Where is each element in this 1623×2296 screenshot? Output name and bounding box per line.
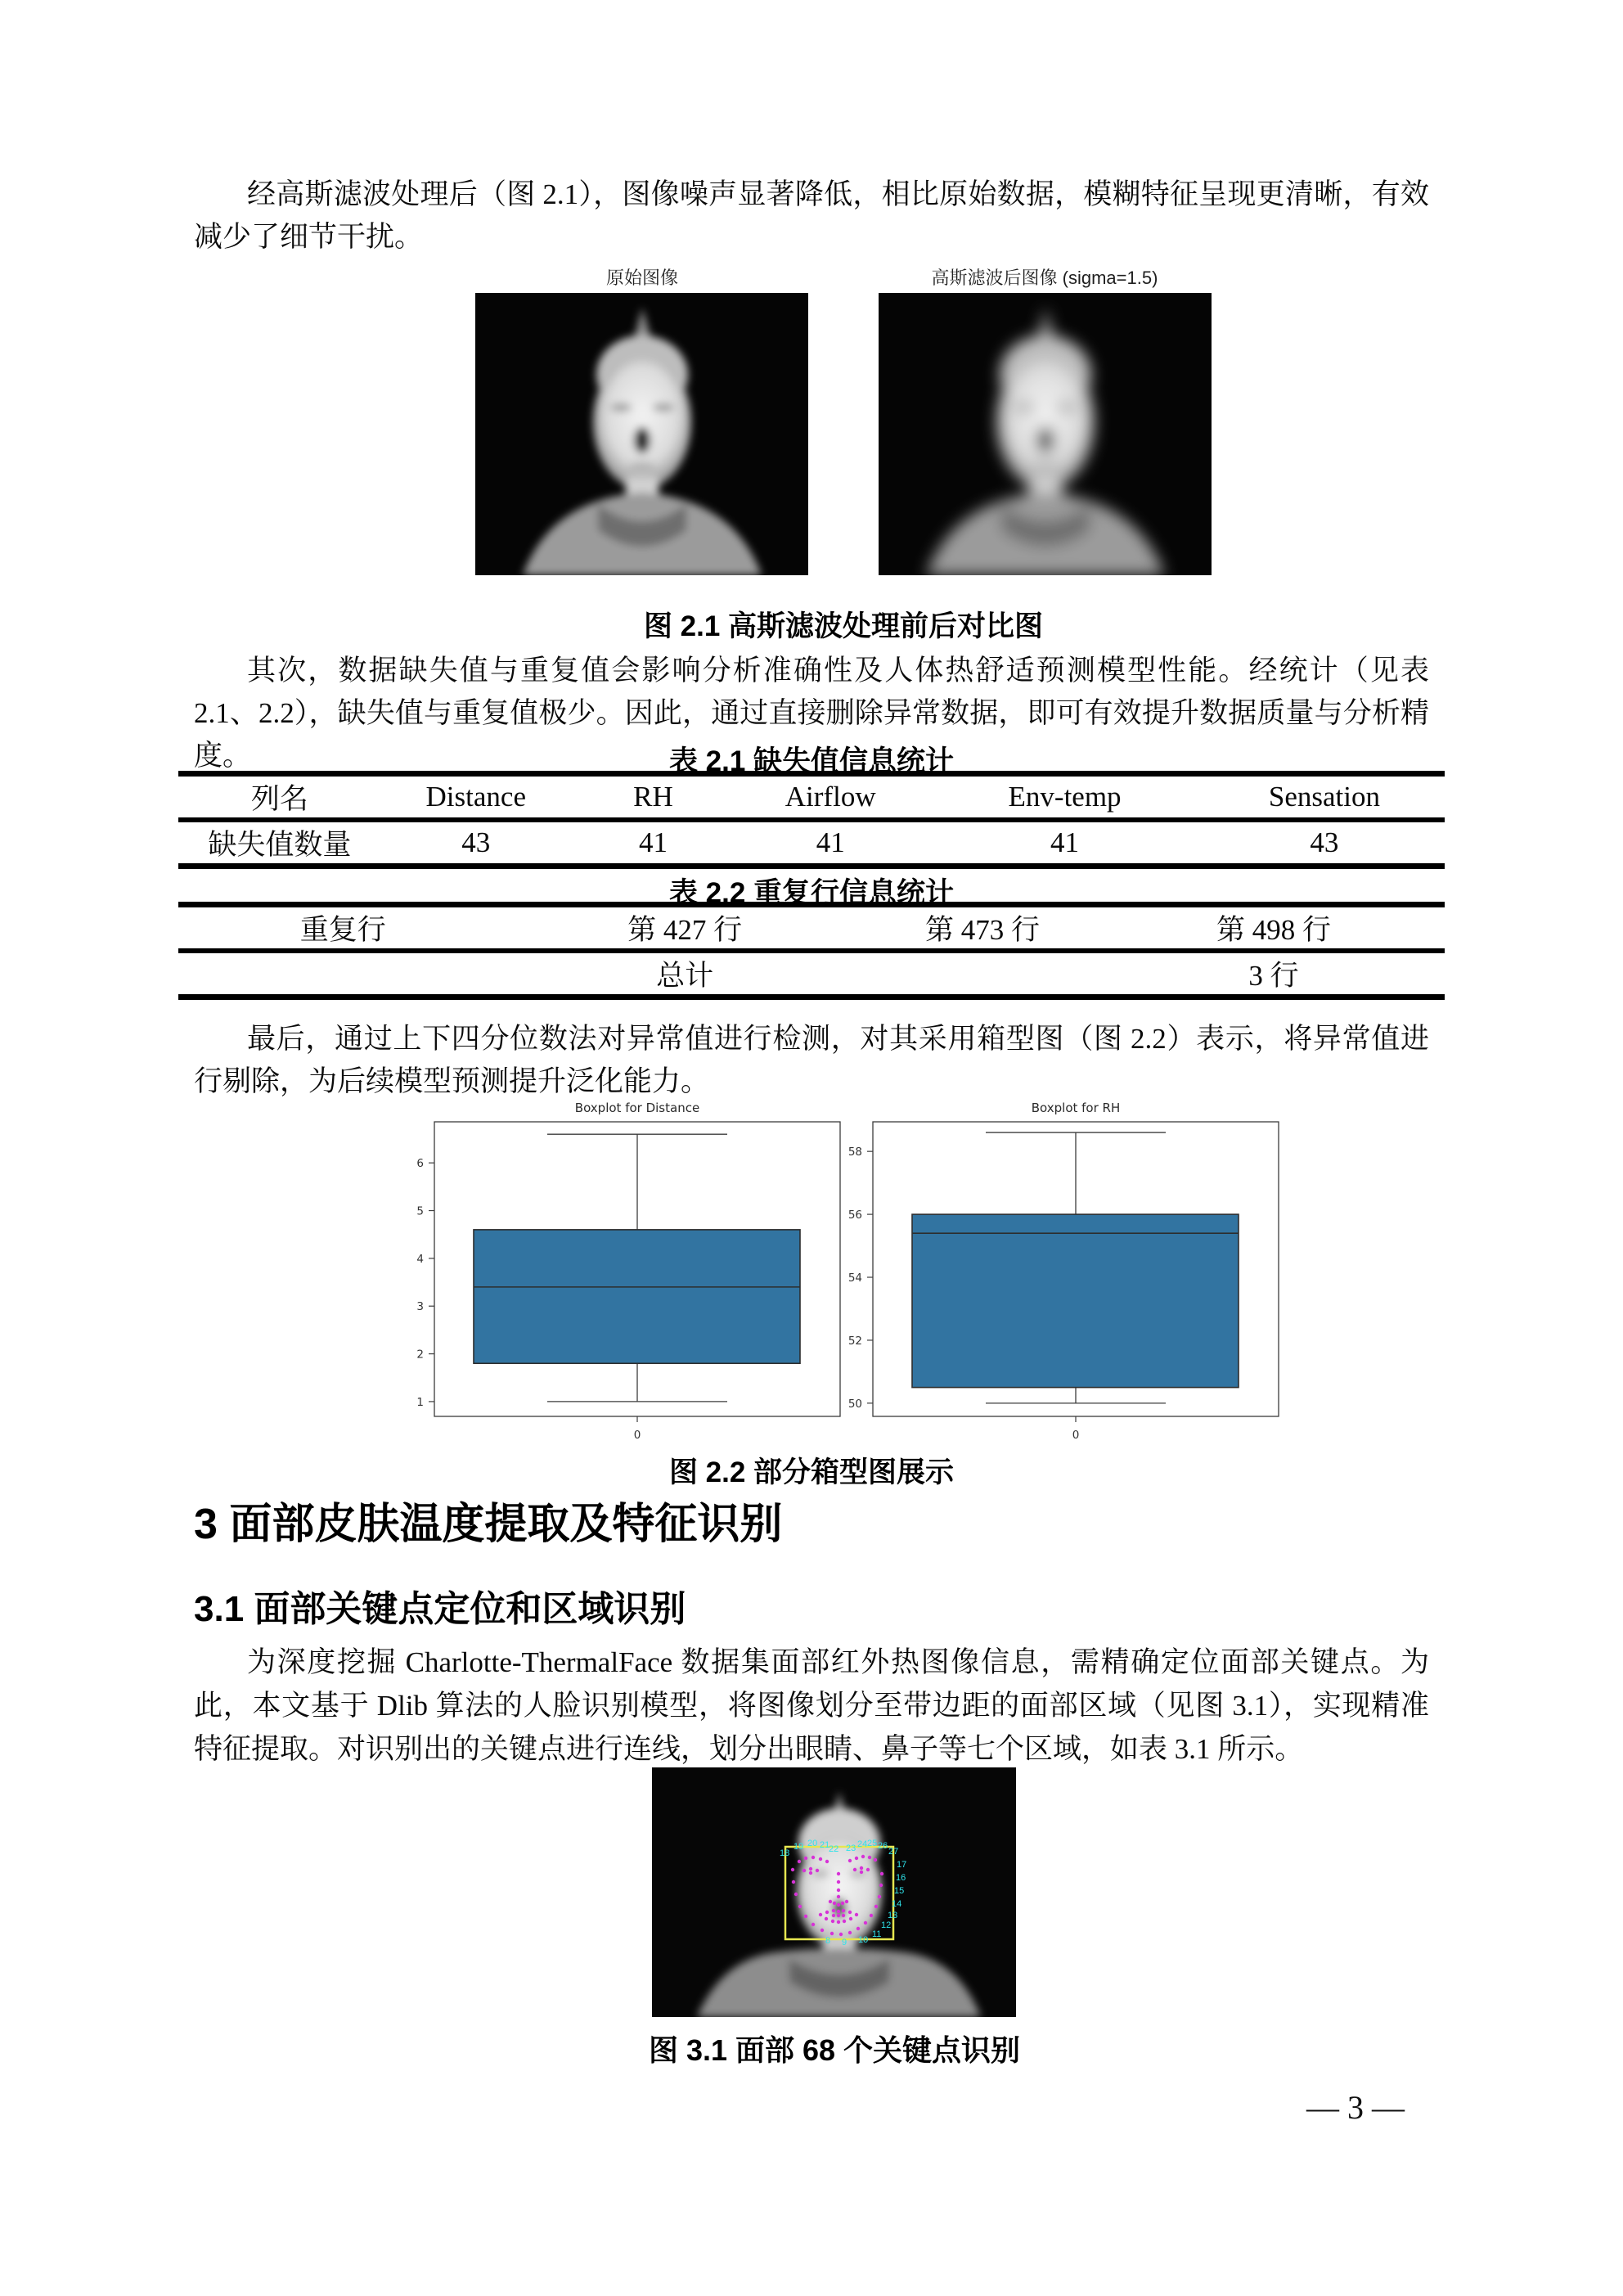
table22-cell: 第 427 行 — [507, 905, 861, 952]
table21-value: 41 — [816, 826, 845, 858]
boxplot-rh-chart — [807, 1094, 1331, 1454]
table-row — [178, 820, 1445, 867]
table21-header-col: Env-temp — [925, 774, 1204, 821]
svg-text:25: 25 — [867, 1839, 878, 1848]
svg-text:24: 24 — [857, 1839, 868, 1849]
section-3-heading: 3 面部皮肤温度提取及特征识别 — [194, 1501, 783, 1548]
svg-text:15: 15 — [894, 1886, 905, 1896]
svg-text:Boxplot for Distance: Boxplot for Distance — [574, 1101, 700, 1115]
page-number: — 3 — — [1306, 2089, 1405, 2126]
svg-text:6: 6 — [416, 1157, 424, 1171]
table21-value: 43 — [1310, 826, 1339, 858]
table-missing-values — [178, 771, 1445, 869]
svg-text:17: 17 — [897, 1860, 907, 1870]
svg-text:23: 23 — [846, 1844, 856, 1853]
thermal-image-filtered — [879, 293, 1212, 575]
table21-value: 43 — [461, 826, 491, 858]
svg-text:19: 19 — [794, 1842, 804, 1852]
table-duplicate-rows — [178, 902, 1445, 1000]
svg-text:22: 22 — [829, 1844, 839, 1854]
paragraph-landmark-intro: 为深度挖掘 Charlotte-ThermalFace 数据集面部红外热图像信息，需精确定位面部关键点。为此，本文基于 Dlib 算法的人脸识别模型，将图像划分至带边距的面部区域（见图 3.1），实现精准特征提取。对识别出的关键点进行连线，划分出眼睛、鼻子等七个区域，如表 3.1 所示。 — [194, 1646, 1429, 1765]
svg-text:14: 14 — [892, 1899, 902, 1909]
svg-text:13: 13 — [888, 1911, 898, 1920]
svg-text:54: 54 — [847, 1272, 862, 1285]
table-row — [178, 774, 1445, 821]
table22-cell: 第 473 行 — [862, 905, 1103, 952]
figure22-caption: 图 2.2 部分箱型图展示 — [668, 1456, 955, 1488]
svg-text:20: 20 — [807, 1839, 818, 1848]
table21-header-col: RH — [571, 774, 735, 821]
table21-row-label: 缺失值数量 — [208, 829, 352, 861]
section-3-1-heading: 3.1 面部关键点定位和区域识别 — [194, 1589, 686, 1629]
table21-header-col: Airflow — [735, 774, 925, 821]
table22-total-value: 3 行 — [1248, 960, 1299, 992]
figure21-right-label: 高斯滤波后图像 (sigma=1.5) — [931, 268, 1158, 288]
svg-text:16: 16 — [896, 1873, 906, 1883]
thermal-image-landmarks — [652, 1767, 1016, 2017]
svg-text:11: 11 — [872, 1929, 882, 1939]
table22-total-label: 总计 — [656, 960, 714, 992]
figure21-left-label: 原始图像 — [605, 268, 678, 288]
svg-text:3: 3 — [416, 1300, 424, 1314]
svg-text:18: 18 — [780, 1848, 790, 1858]
thermal-image-original — [475, 293, 808, 575]
svg-text:27: 27 — [888, 1847, 899, 1857]
svg-text:26: 26 — [878, 1841, 888, 1851]
table21-value: 41 — [638, 826, 668, 858]
table21-value: 41 — [1050, 826, 1080, 858]
svg-text:50: 50 — [847, 1397, 862, 1411]
svg-text:12: 12 — [881, 1920, 892, 1930]
svg-text:0: 0 — [633, 1429, 641, 1442]
svg-text:5: 5 — [416, 1204, 424, 1218]
svg-text:9: 9 — [842, 1938, 847, 1947]
table22-cell: 第 498 行 — [1103, 905, 1445, 952]
paragraph-gaussian-result: 经高斯滤波处理后（图 2.1），图像噪声显著降低，相比原始数据，模糊特征呈现更清晰，有效减少了细节干扰。 — [194, 178, 1429, 253]
svg-text:58: 58 — [847, 1146, 862, 1159]
svg-text:8: 8 — [825, 1936, 831, 1946]
svg-text:Boxplot for RH: Boxplot for RH — [1031, 1101, 1121, 1115]
svg-text:52: 52 — [847, 1334, 862, 1348]
svg-text:10: 10 — [858, 1935, 869, 1945]
svg-text:2: 2 — [416, 1348, 424, 1362]
svg-text:56: 56 — [847, 1209, 862, 1222]
table21-header-col: Distance — [381, 774, 571, 821]
table21-header-col: Sensation — [1204, 774, 1445, 821]
paragraph-missing-duplicates: 其次，数据缺失值与重复值会影响分析准确性及人体热舒适预测模型性能。经统计（见表 2.1、2.2），缺失值与重复值极少。因此，通过直接删除异常数据，即可有效提升数据质量与分析精度。 — [194, 655, 1429, 772]
svg-text:1: 1 — [416, 1395, 424, 1409]
figure21-caption: 图 2.1 高斯滤波处理前后对比图 — [643, 610, 1044, 642]
table22-cell: 重复行 — [178, 905, 507, 952]
table22-caption: 表 2.2 重复行信息统计 — [668, 877, 955, 909]
table-row — [178, 905, 1445, 952]
figure31-caption: 图 3.1 面部 68 个关键点识别 — [648, 2033, 1021, 2067]
svg-text:0: 0 — [1072, 1429, 1080, 1442]
table21-caption: 表 2.1 缺失值信息统计 — [668, 745, 955, 777]
svg-text:21: 21 — [820, 1840, 830, 1850]
table21-header-col: 列名 — [178, 774, 381, 821]
svg-text:4: 4 — [416, 1252, 424, 1266]
paragraph-outlier-boxplot: 最后，通过上下四分位数法对异常值进行检测，对其采用箱型图（图 2.2）表示，将异常值进行剔除，为后续模型预测提升泛化能力。 — [194, 1023, 1429, 1097]
table-row — [178, 951, 1445, 997]
